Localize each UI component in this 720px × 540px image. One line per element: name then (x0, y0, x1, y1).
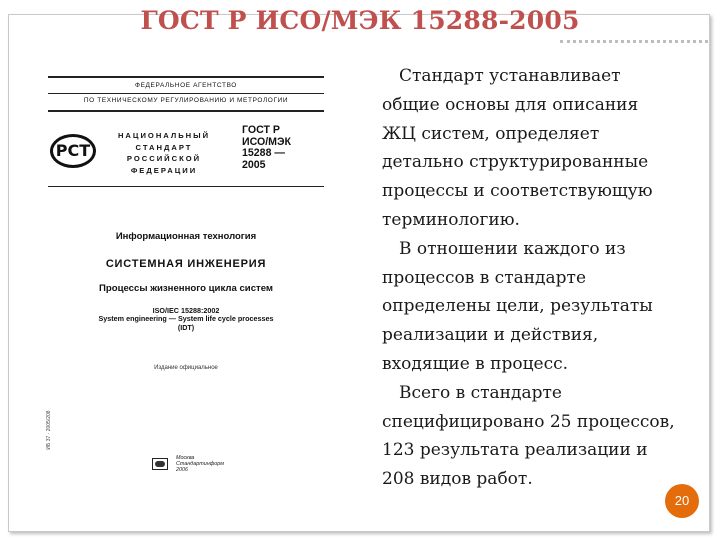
cover-gost-code (242, 125, 322, 171)
standard-line: СТАНДАРТ (135, 142, 193, 152)
code-line: 15288 — (242, 147, 285, 159)
publisher-line: 2006 (176, 467, 188, 474)
publisher-line: Стандартинформ (176, 461, 224, 468)
cover-title: СИСТЕМНАЯ ИНЖЕНЕРИЯ (105, 258, 267, 270)
description-paragraph (382, 379, 712, 494)
text-line: Стандарт устанавливает (399, 66, 621, 86)
text-line: В отношении каждого из (399, 238, 626, 259)
text-line: входящие в процесс. (382, 353, 569, 374)
cover-side-code: ИБ 37 · 2005/208 (46, 410, 52, 450)
document-cover-image (44, 72, 328, 476)
standard-line: НАЦИОНАЛЬНЫЙ (117, 131, 211, 140)
text-line: определены цели, результаты (382, 296, 653, 317)
decorative-dotted-rule (560, 40, 708, 43)
text-line: процессов в стандарте (382, 267, 587, 288)
description-paragraph (382, 235, 712, 379)
cover-agency-line2: ПО ТЕХНИЧЕСКОМУ РЕГУЛИРОВАНИЮ И МЕТРОЛОГИИ (83, 97, 289, 104)
slide-title: ГОСТ Р ИСО/МЭК 15288-2005 (140, 6, 580, 35)
cover-rule-top (48, 76, 324, 78)
iso-line: System engineering — System life cycle processes (98, 314, 274, 324)
publisher-line: Москва (176, 455, 195, 461)
logo-lettering: РСТ (55, 141, 91, 160)
text-line: реализации и действия, (382, 325, 599, 346)
text-line: Всего в стандарте (399, 382, 562, 403)
text-line: специфицировано 25 процессов, (382, 411, 675, 432)
cover-category: Информационная технология (115, 231, 257, 242)
page-number-badge: 20 (665, 484, 699, 518)
text-line: 123 результата реализации и (382, 440, 648, 461)
cover-rule-header-bottom (48, 110, 324, 112)
text-line: общие основы для описания (382, 94, 639, 115)
code-line: 2005 (242, 158, 266, 171)
standard-line: РОССИЙСКОЙ (126, 154, 202, 163)
text-line: терминологию. (382, 209, 520, 230)
cover-subtitle: Процессы жизненного цикла систем (98, 283, 274, 294)
code-line: ИСО/МЭК (242, 135, 292, 148)
pct-certification-logo (50, 134, 96, 168)
description-paragraph (382, 62, 712, 235)
iso-line: (IDT) (177, 322, 195, 332)
text-line: детально структурированные (382, 152, 649, 173)
publisher-logo-icon (152, 458, 168, 470)
text-line: ЖЦ систем, определяет (382, 123, 600, 144)
code-line: ГОСТ Р (242, 124, 280, 136)
description-text (382, 62, 712, 494)
standard-line: ФЕДЕРАЦИИ (130, 165, 198, 175)
text-line: 208 видов работ. (382, 469, 533, 490)
iso-line: ISO/IEC 15288:2002 (152, 306, 220, 315)
cover-rule-section (48, 186, 324, 187)
cover-iso-reference (44, 307, 328, 332)
cover-standard-lines (114, 130, 214, 176)
cover-agency-line1: ФЕДЕРАЛЬНОЕ АГЕНТСТВО (135, 82, 237, 89)
text-line: процессы и соответствующую (382, 181, 653, 202)
cover-publisher (176, 455, 226, 474)
cover-official-edition: Издание официальное (154, 365, 218, 371)
cover-rule-mid (48, 93, 324, 94)
